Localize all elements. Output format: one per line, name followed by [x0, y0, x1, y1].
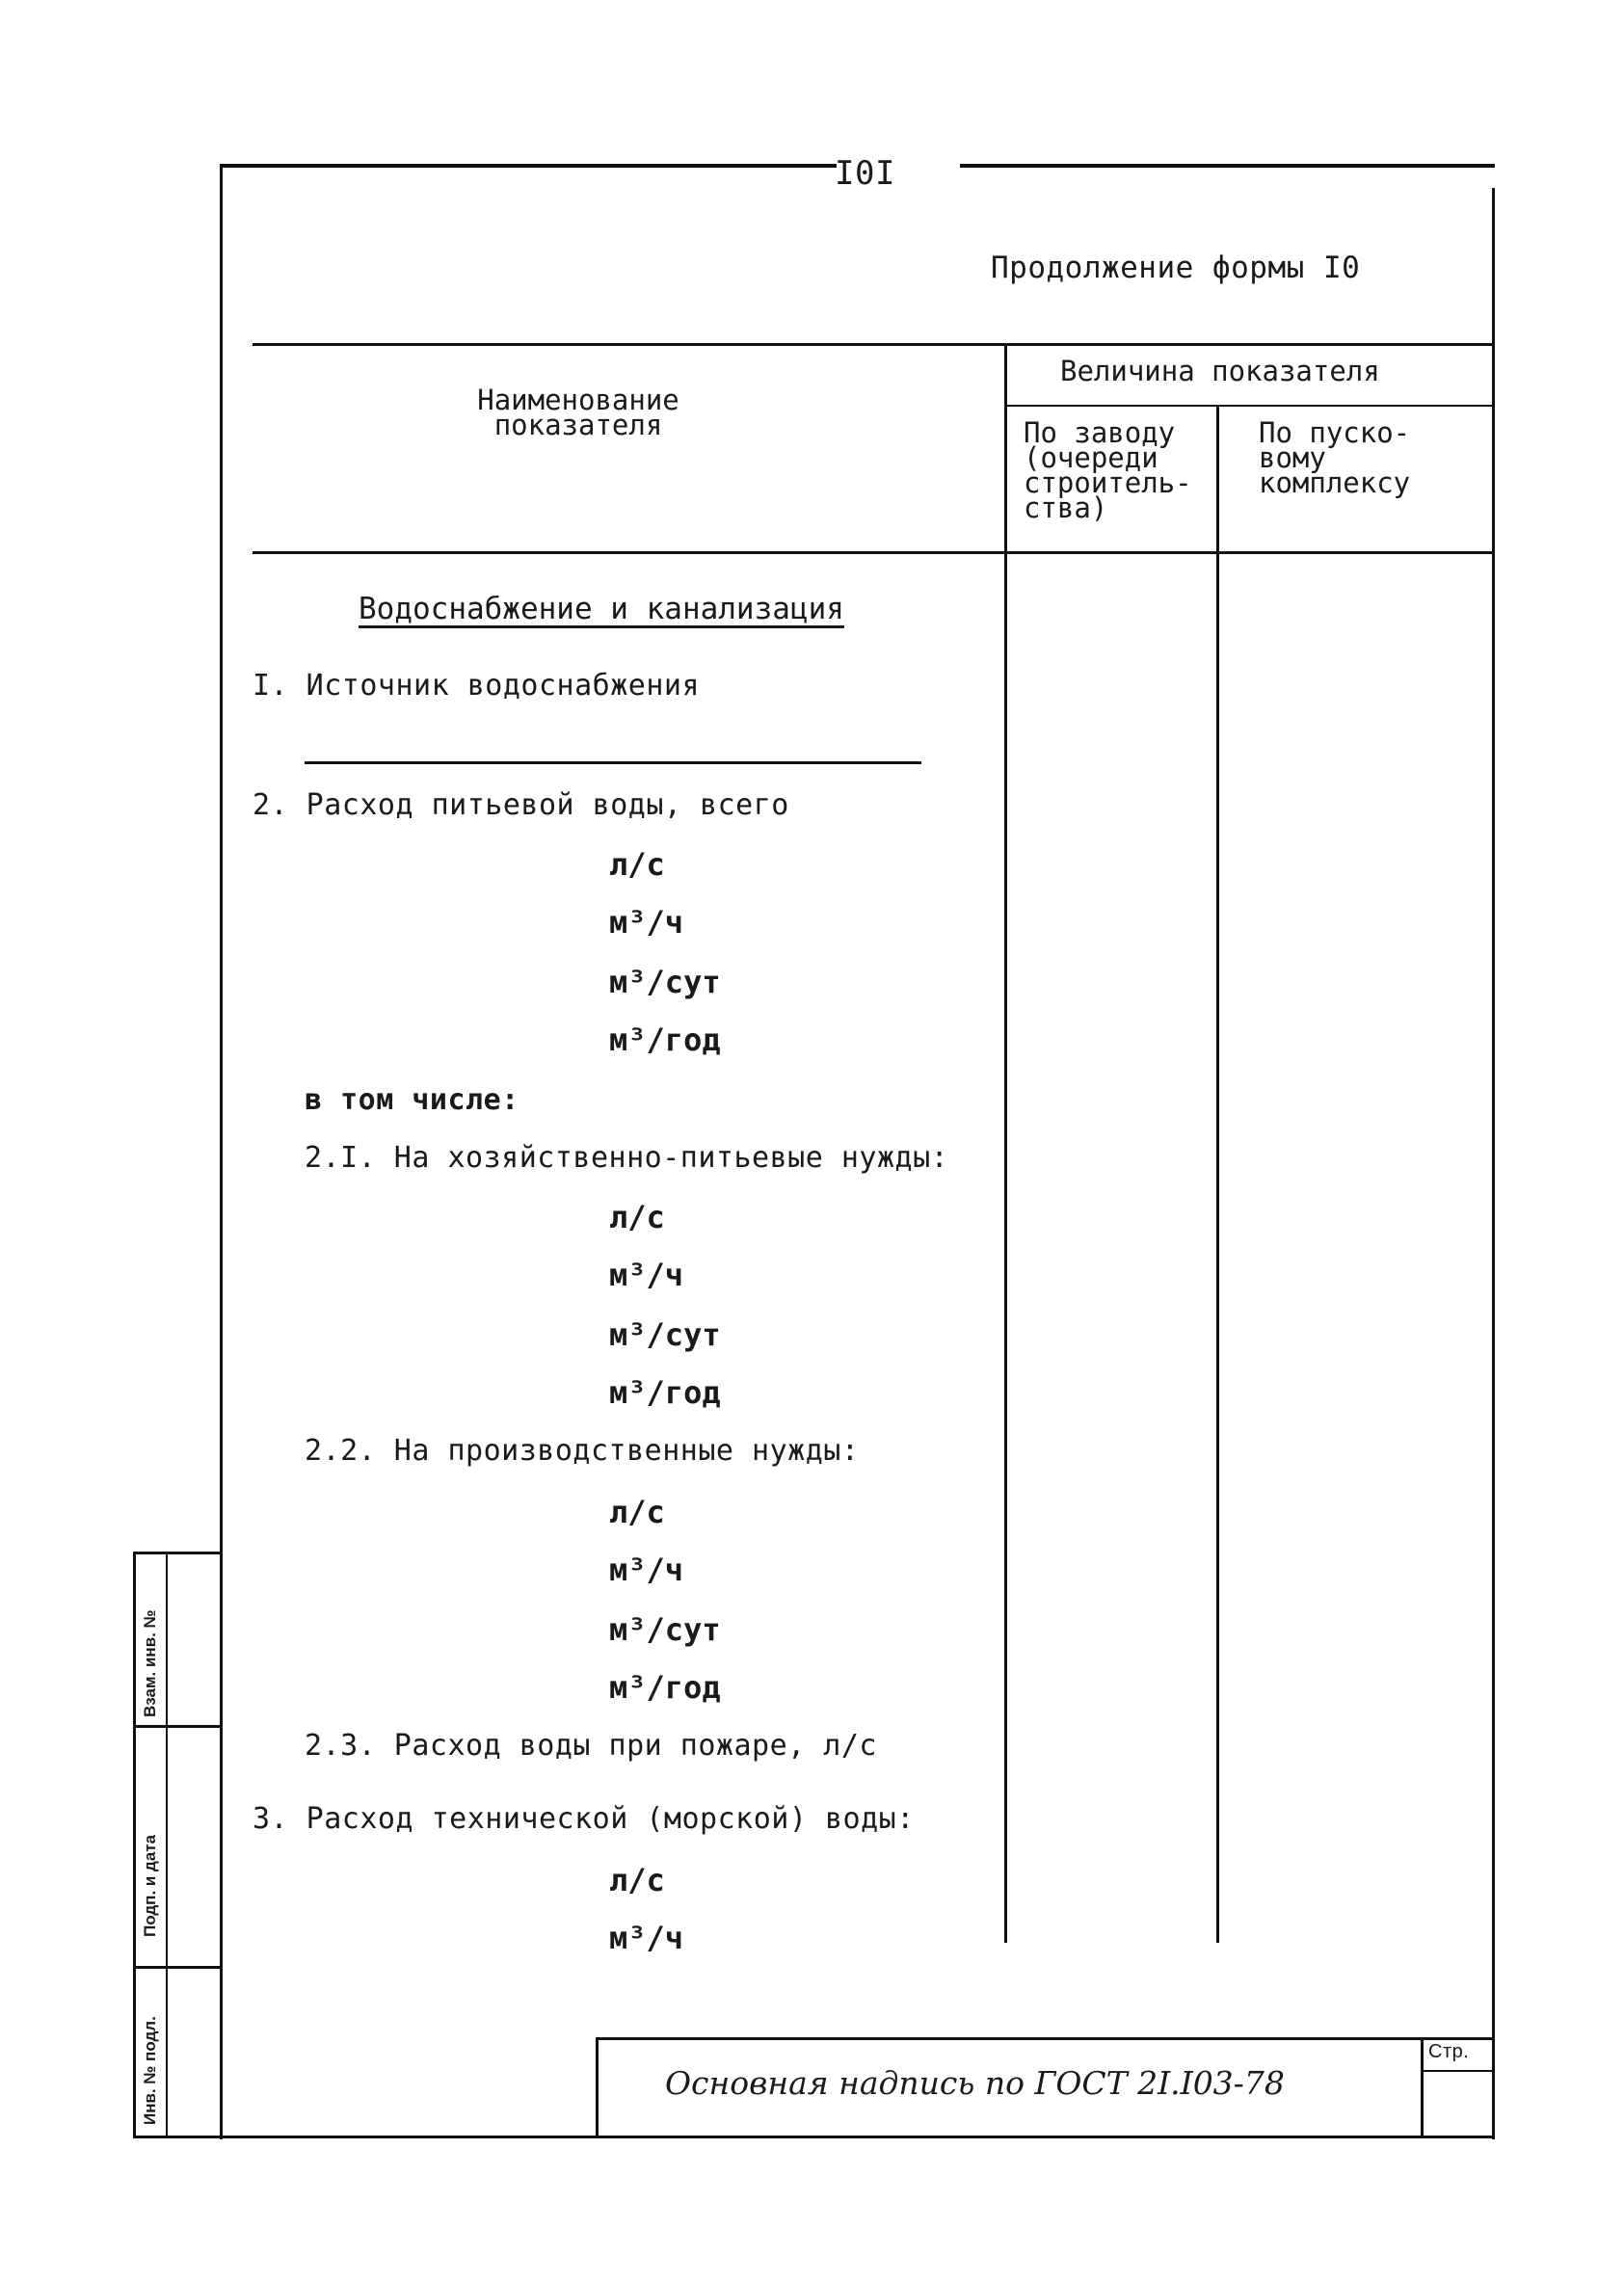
stamp-text: Основная надпись по ГОСТ 2I.I03-78	[665, 2064, 1285, 2102]
side-label-inv-orig: Инв. № подл.	[141, 2016, 159, 2125]
header-value-group: Величина показателя	[1060, 355, 1380, 387]
form-continuation: Продолжение формы I0	[991, 251, 1361, 285]
row-fire-water: 2.3. Расход воды при пожаре, л/с	[305, 1729, 877, 1763]
page-number: I0I	[835, 154, 895, 193]
row-drinking-water-total: 2. Расход питьевой воды, всего	[253, 788, 789, 822]
side-strip-inner	[166, 1552, 168, 2138]
unit-m3h: м³/ч	[609, 904, 684, 941]
column-divider-1	[1004, 343, 1007, 1943]
stamp-page-box-div	[1421, 2070, 1495, 2072]
column-divider-2	[1216, 405, 1219, 1943]
unit-m3h: м³/ч	[609, 1552, 684, 1588]
unit-m3year: м³/год	[609, 1669, 721, 1706]
stamp-page-box-left	[1421, 2037, 1424, 2137]
stamp-top	[596, 2037, 1495, 2040]
unit-m3h: м³/ч	[609, 1920, 684, 1956]
frame-right	[1492, 188, 1495, 2139]
unit-m3day: м³/сут	[609, 964, 721, 1000]
section-title: Водоснабжение и канализация	[359, 592, 844, 626]
frame-left	[220, 164, 223, 2139]
unit-ls: л/с	[609, 1199, 665, 1235]
row-industrial: 2.2. На производственные нужды:	[305, 1434, 860, 1468]
frame-top-left	[220, 164, 837, 168]
water-source-blank-line	[305, 761, 921, 764]
row-technical-water: 3. Расход технической (морской) воды:	[253, 1802, 915, 1836]
unit-m3year: м³/год	[609, 1022, 721, 1058]
side-label-sign-date: Подп. и дата	[141, 1834, 159, 1937]
value-group-line	[1004, 405, 1495, 407]
stamp-left	[596, 2037, 599, 2137]
table-header-bottom	[253, 551, 1495, 554]
unit-m3day: м³/сут	[609, 1611, 721, 1648]
unit-ls: л/с	[609, 1494, 665, 1530]
header-col-plant: По заводу (очереди строитель- ства)	[1024, 416, 1192, 524]
header-col-complex: По пуско- вому комплексу	[1259, 416, 1411, 499]
table-top-line	[253, 343, 1495, 346]
unit-m3year: м³/год	[609, 1374, 721, 1411]
row-household-drinking: 2.I. На хозяйственно-питьевые нужды:	[305, 1141, 949, 1175]
unit-ls: л/с	[609, 846, 665, 883]
unit-m3h: м³/ч	[609, 1257, 684, 1293]
frame-bottom	[133, 2136, 1495, 2138]
unit-m3day: м³/сут	[609, 1316, 721, 1353]
side-label-inv-replace: Взам. инв. №	[141, 1609, 159, 1717]
side-strip-div2	[133, 1966, 222, 1969]
stamp-page-label: Стр.	[1428, 2041, 1470, 2062]
frame-top-right	[960, 164, 1495, 168]
side-strip-top	[133, 1552, 222, 1554]
side-strip-left	[133, 1552, 136, 2138]
unit-ls: л/с	[609, 1862, 665, 1898]
side-strip-div1	[133, 1725, 222, 1728]
row-water-source: I. Источник водоснабжения	[253, 669, 701, 703]
header-name-col: Наименование показателя	[477, 384, 679, 441]
row-including: в том числе:	[305, 1083, 519, 1117]
